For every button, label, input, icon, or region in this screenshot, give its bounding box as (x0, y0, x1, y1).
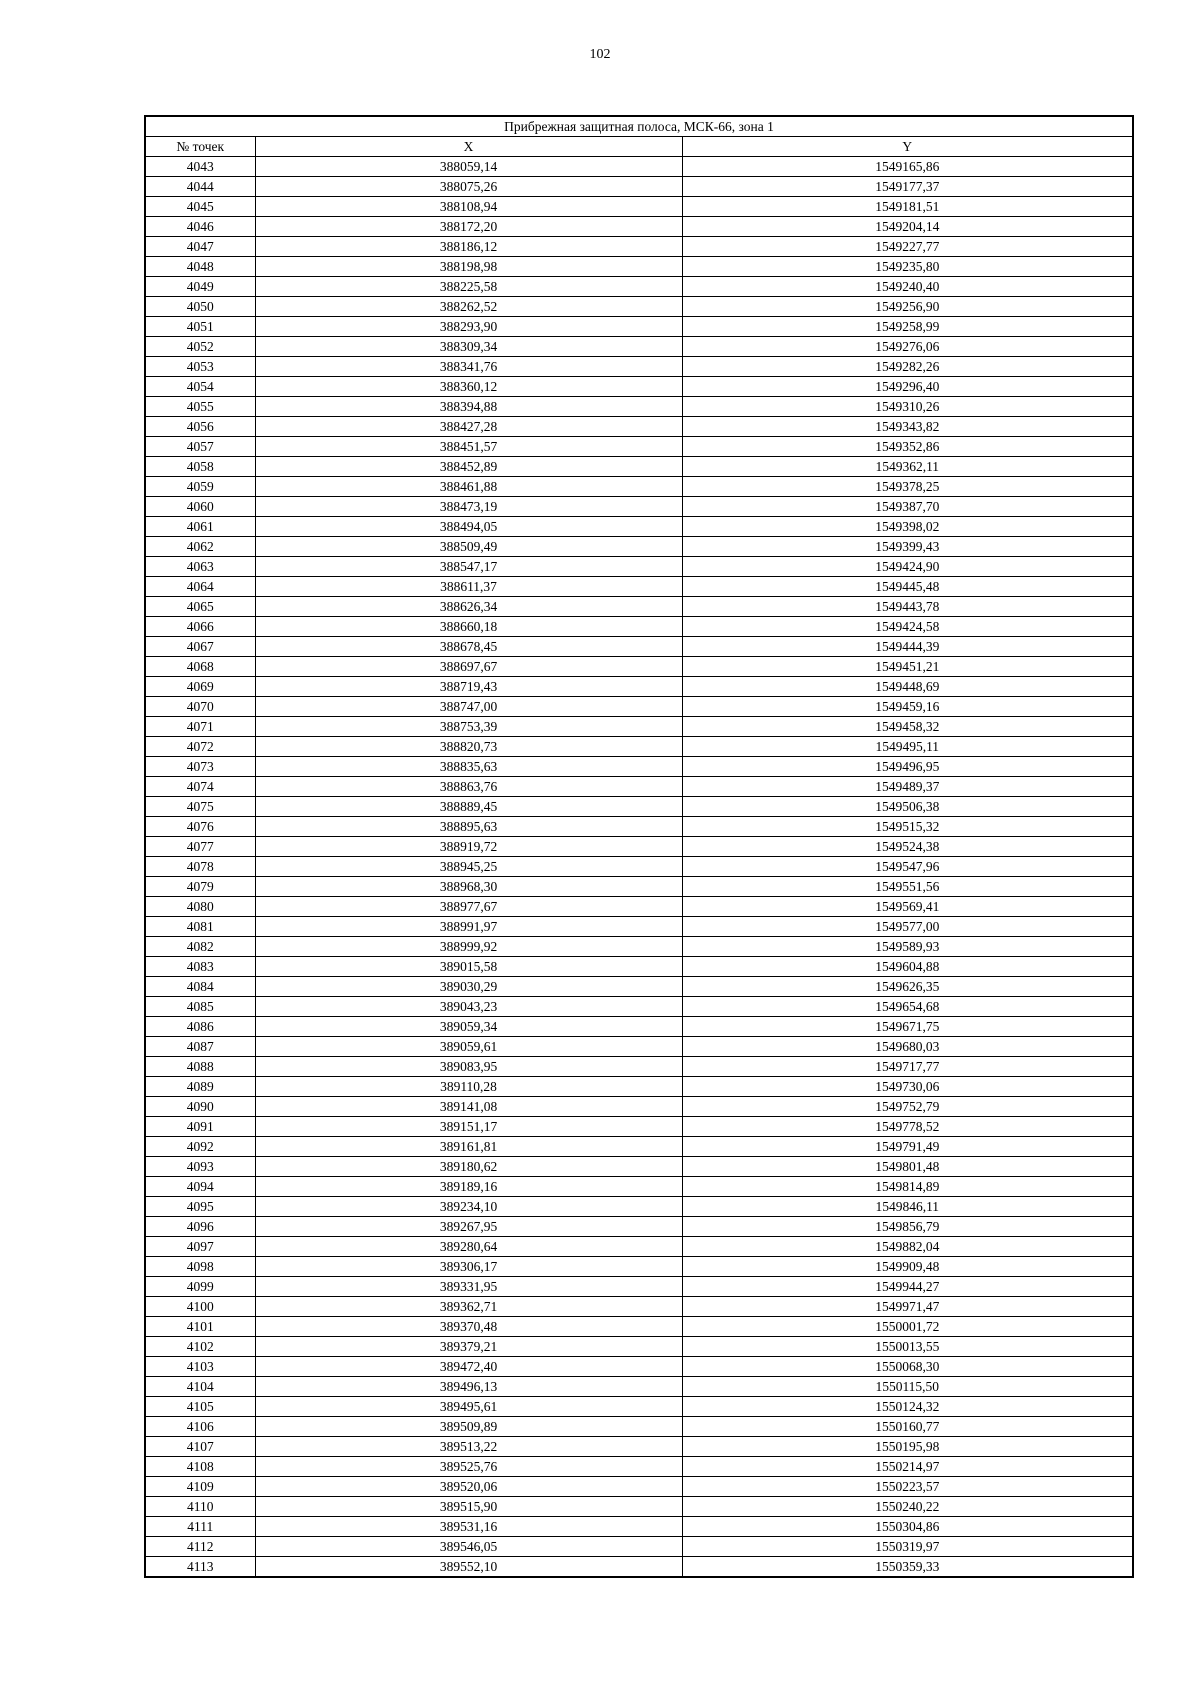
header-point-number: № точек (145, 137, 255, 157)
x-coordinate-cell: 388473,19 (255, 497, 682, 517)
y-coordinate-cell: 1549451,21 (682, 657, 1133, 677)
x-coordinate-cell: 388309,34 (255, 337, 682, 357)
y-coordinate-cell: 1549778,52 (682, 1117, 1133, 1137)
table-row (145, 837, 1133, 857)
y-coordinate-cell: 1549589,93 (682, 937, 1133, 957)
x-coordinate-cell: 389515,90 (255, 1497, 682, 1517)
table-row (145, 617, 1133, 637)
x-coordinate-cell: 388977,67 (255, 897, 682, 917)
point-number-cell: 4103 (145, 1357, 255, 1377)
y-coordinate-cell: 1550240,22 (682, 1497, 1133, 1517)
y-coordinate-cell: 1549944,27 (682, 1277, 1133, 1297)
point-number-cell: 4061 (145, 517, 255, 537)
table-row (145, 957, 1133, 977)
y-coordinate-cell: 1549547,96 (682, 857, 1133, 877)
point-number-cell: 4071 (145, 717, 255, 737)
point-number-cell: 4043 (145, 157, 255, 177)
x-coordinate-cell: 388611,37 (255, 577, 682, 597)
x-coordinate-cell: 388719,43 (255, 677, 682, 697)
table-row (145, 497, 1133, 517)
y-coordinate-cell: 1549626,35 (682, 977, 1133, 997)
page-number: 102 (589, 47, 611, 62)
y-coordinate-cell: 1549445,48 (682, 577, 1133, 597)
point-number-cell: 4072 (145, 737, 255, 757)
table-row (145, 817, 1133, 837)
x-coordinate-cell: 388547,17 (255, 557, 682, 577)
table-row (145, 1037, 1133, 1057)
point-number-cell: 4054 (145, 377, 255, 397)
x-coordinate-cell: 388747,00 (255, 697, 682, 717)
table-row (145, 1337, 1133, 1357)
x-coordinate-cell: 388820,73 (255, 737, 682, 757)
point-number-cell: 4057 (145, 437, 255, 457)
point-number-cell: 4075 (145, 797, 255, 817)
x-coordinate-cell: 389472,40 (255, 1357, 682, 1377)
y-coordinate-cell: 1549398,02 (682, 517, 1133, 537)
y-coordinate-cell: 1549971,47 (682, 1297, 1133, 1317)
x-coordinate-cell: 389509,89 (255, 1417, 682, 1437)
x-coordinate-cell: 388889,45 (255, 797, 682, 817)
point-number-cell: 4063 (145, 557, 255, 577)
table-row (145, 1257, 1133, 1277)
x-coordinate-cell: 388075,26 (255, 177, 682, 197)
x-coordinate-cell: 389513,22 (255, 1437, 682, 1457)
point-number-cell: 4104 (145, 1377, 255, 1397)
x-coordinate-cell: 389531,16 (255, 1517, 682, 1537)
x-coordinate-cell: 389280,64 (255, 1237, 682, 1257)
table-row (145, 297, 1133, 317)
x-coordinate-cell: 388108,94 (255, 197, 682, 217)
x-coordinate-cell: 388341,76 (255, 357, 682, 377)
x-coordinate-cell: 388660,18 (255, 617, 682, 637)
table-row (145, 177, 1133, 197)
point-number-cell: 4064 (145, 577, 255, 597)
y-coordinate-cell: 1550319,97 (682, 1537, 1133, 1557)
point-number-cell: 4065 (145, 597, 255, 617)
x-coordinate-cell: 388626,34 (255, 597, 682, 617)
table-row (145, 1297, 1133, 1317)
y-coordinate-cell: 1549310,26 (682, 397, 1133, 417)
y-coordinate-cell: 1549730,06 (682, 1077, 1133, 1097)
y-coordinate-cell: 1550160,77 (682, 1417, 1133, 1437)
point-number-cell: 4097 (145, 1237, 255, 1257)
y-coordinate-cell: 1549204,14 (682, 217, 1133, 237)
point-number-cell: 4091 (145, 1117, 255, 1137)
table-row (145, 697, 1133, 717)
point-number-cell: 4058 (145, 457, 255, 477)
table-row (145, 257, 1133, 277)
y-coordinate-cell: 1549362,11 (682, 457, 1133, 477)
y-coordinate-cell: 1549258,99 (682, 317, 1133, 337)
y-coordinate-cell: 1549909,48 (682, 1257, 1133, 1277)
point-number-cell: 4073 (145, 757, 255, 777)
y-coordinate-cell: 1549448,69 (682, 677, 1133, 697)
x-coordinate-cell: 388293,90 (255, 317, 682, 337)
y-coordinate-cell: 1549387,70 (682, 497, 1133, 517)
y-coordinate-cell: 1549801,48 (682, 1157, 1133, 1177)
table-row (145, 457, 1133, 477)
table-row (145, 1377, 1133, 1397)
table-row (145, 1417, 1133, 1437)
x-coordinate-cell: 388678,45 (255, 637, 682, 657)
table-row (145, 417, 1133, 437)
table-row (145, 517, 1133, 537)
x-coordinate-cell: 389370,48 (255, 1317, 682, 1337)
y-coordinate-cell: 1549551,56 (682, 877, 1133, 897)
x-coordinate-cell: 389552,10 (255, 1557, 682, 1578)
table-title-row (145, 116, 1133, 137)
table-row (145, 1197, 1133, 1217)
x-coordinate-cell: 388999,92 (255, 937, 682, 957)
table-row (145, 577, 1133, 597)
table-row (145, 1137, 1133, 1157)
table-row (145, 1097, 1133, 1117)
x-coordinate-cell: 389496,13 (255, 1377, 682, 1397)
table-row (145, 777, 1133, 797)
y-coordinate-cell: 1550214,97 (682, 1457, 1133, 1477)
table-row (145, 917, 1133, 937)
y-coordinate-cell: 1549496,95 (682, 757, 1133, 777)
x-coordinate-cell: 388863,76 (255, 777, 682, 797)
x-coordinate-cell: 388059,14 (255, 157, 682, 177)
point-number-cell: 4107 (145, 1437, 255, 1457)
y-coordinate-cell: 1549846,11 (682, 1197, 1133, 1217)
x-coordinate-cell: 388262,52 (255, 297, 682, 317)
y-coordinate-cell: 1550001,72 (682, 1317, 1133, 1337)
point-number-cell: 4045 (145, 197, 255, 217)
table-row (145, 1217, 1133, 1237)
point-number-cell: 4099 (145, 1277, 255, 1297)
x-coordinate-cell: 389495,61 (255, 1397, 682, 1417)
table-row (145, 1477, 1133, 1497)
x-coordinate-cell: 389083,95 (255, 1057, 682, 1077)
x-coordinate-cell: 389059,61 (255, 1037, 682, 1057)
table-row (145, 357, 1133, 377)
x-coordinate-cell: 389362,71 (255, 1297, 682, 1317)
table-row (145, 1317, 1133, 1337)
table-row (145, 597, 1133, 617)
point-number-cell: 4048 (145, 257, 255, 277)
point-number-cell: 4049 (145, 277, 255, 297)
point-number-cell: 4086 (145, 1017, 255, 1037)
table-row (145, 157, 1133, 177)
y-coordinate-cell: 1550068,30 (682, 1357, 1133, 1377)
y-coordinate-cell: 1550223,57 (682, 1477, 1133, 1497)
y-coordinate-cell: 1549495,11 (682, 737, 1133, 757)
point-number-cell: 4096 (145, 1217, 255, 1237)
x-coordinate-cell: 388968,30 (255, 877, 682, 897)
y-coordinate-cell: 1549458,32 (682, 717, 1133, 737)
x-coordinate-cell: 388835,63 (255, 757, 682, 777)
x-coordinate-cell: 389520,06 (255, 1477, 682, 1497)
coordinates-table (144, 115, 1134, 1578)
x-coordinate-cell: 388451,57 (255, 437, 682, 457)
y-coordinate-cell: 1550304,86 (682, 1517, 1133, 1537)
point-number-cell: 4094 (145, 1177, 255, 1197)
y-coordinate-cell: 1549235,80 (682, 257, 1133, 277)
point-number-cell: 4112 (145, 1537, 255, 1557)
point-number-cell: 4056 (145, 417, 255, 437)
y-coordinate-cell: 1549671,75 (682, 1017, 1133, 1037)
x-coordinate-cell: 388919,72 (255, 837, 682, 857)
point-number-cell: 4092 (145, 1137, 255, 1157)
table-row (145, 1357, 1133, 1377)
x-coordinate-cell: 389546,05 (255, 1537, 682, 1557)
table-row (145, 857, 1133, 877)
point-number-cell: 4105 (145, 1397, 255, 1417)
y-coordinate-cell: 1550195,98 (682, 1437, 1133, 1457)
table-header-row (145, 137, 1133, 157)
table-row (145, 937, 1133, 957)
table-row (145, 1497, 1133, 1517)
x-coordinate-cell: 389043,23 (255, 997, 682, 1017)
y-coordinate-cell: 1549814,89 (682, 1177, 1133, 1197)
y-coordinate-cell: 1549680,03 (682, 1037, 1133, 1057)
y-coordinate-cell: 1549276,06 (682, 337, 1133, 357)
x-coordinate-cell: 388427,28 (255, 417, 682, 437)
y-coordinate-cell: 1549424,58 (682, 617, 1133, 637)
x-coordinate-cell: 389267,95 (255, 1217, 682, 1237)
x-coordinate-cell: 389151,17 (255, 1117, 682, 1137)
table-row (145, 1077, 1133, 1097)
header-y: Y (682, 137, 1133, 157)
point-number-cell: 4047 (145, 237, 255, 257)
point-number-cell: 4095 (145, 1197, 255, 1217)
table-row (145, 217, 1133, 237)
header-x: X (255, 137, 682, 157)
point-number-cell: 4082 (145, 937, 255, 957)
table-row (145, 197, 1133, 217)
table-row (145, 277, 1133, 297)
y-coordinate-cell: 1549577,00 (682, 917, 1133, 937)
y-coordinate-cell: 1549882,04 (682, 1237, 1133, 1257)
point-number-cell: 4066 (145, 617, 255, 637)
point-number-cell: 4102 (145, 1337, 255, 1357)
point-number-cell: 4052 (145, 337, 255, 357)
table-row (145, 757, 1133, 777)
point-number-cell: 4044 (145, 177, 255, 197)
table-row (145, 1177, 1133, 1197)
x-coordinate-cell: 388394,88 (255, 397, 682, 417)
point-number-cell: 4083 (145, 957, 255, 977)
table-title: Прибрежная защитная полоса, МСК-66, зона 1 (145, 116, 1133, 137)
point-number-cell: 4078 (145, 857, 255, 877)
x-coordinate-cell: 389141,08 (255, 1097, 682, 1117)
y-coordinate-cell: 1549443,78 (682, 597, 1133, 617)
x-coordinate-cell: 388452,89 (255, 457, 682, 477)
y-coordinate-cell: 1549343,82 (682, 417, 1133, 437)
table-row (145, 337, 1133, 357)
point-number-cell: 4101 (145, 1317, 255, 1337)
table-row (145, 1157, 1133, 1177)
y-coordinate-cell: 1549524,38 (682, 837, 1133, 857)
point-number-cell: 4059 (145, 477, 255, 497)
point-number-cell: 4084 (145, 977, 255, 997)
y-coordinate-cell: 1549459,16 (682, 697, 1133, 717)
table-body (145, 157, 1133, 1578)
table-row (145, 1057, 1133, 1077)
x-coordinate-cell: 389110,28 (255, 1077, 682, 1097)
point-number-cell: 4098 (145, 1257, 255, 1277)
table-row (145, 1517, 1133, 1537)
point-number-cell: 4108 (145, 1457, 255, 1477)
x-coordinate-cell: 388198,98 (255, 257, 682, 277)
y-coordinate-cell: 1549240,40 (682, 277, 1133, 297)
table-row (145, 377, 1133, 397)
x-coordinate-cell: 389379,21 (255, 1337, 682, 1357)
x-coordinate-cell: 388991,97 (255, 917, 682, 937)
x-coordinate-cell: 389161,81 (255, 1137, 682, 1157)
point-number-cell: 4068 (145, 657, 255, 677)
point-number-cell: 4062 (145, 537, 255, 557)
point-number-cell: 4081 (145, 917, 255, 937)
y-coordinate-cell: 1549165,86 (682, 157, 1133, 177)
table-row (145, 657, 1133, 677)
point-number-cell: 4100 (145, 1297, 255, 1317)
point-number-cell: 4076 (145, 817, 255, 837)
point-number-cell: 4077 (145, 837, 255, 857)
table-row (145, 877, 1133, 897)
point-number-cell: 4046 (145, 217, 255, 237)
y-coordinate-cell: 1549352,86 (682, 437, 1133, 457)
y-coordinate-cell: 1549424,90 (682, 557, 1133, 577)
point-number-cell: 4074 (145, 777, 255, 797)
table-row (145, 1437, 1133, 1457)
point-number-cell: 4090 (145, 1097, 255, 1117)
table-row (145, 557, 1133, 577)
x-coordinate-cell: 388225,58 (255, 277, 682, 297)
point-number-cell: 4050 (145, 297, 255, 317)
y-coordinate-cell: 1549489,37 (682, 777, 1133, 797)
table-row (145, 1397, 1133, 1417)
point-number-cell: 4088 (145, 1057, 255, 1077)
table-row (145, 537, 1133, 557)
table-row (145, 237, 1133, 257)
table-row (145, 437, 1133, 457)
x-coordinate-cell: 389180,62 (255, 1157, 682, 1177)
y-coordinate-cell: 1550013,55 (682, 1337, 1133, 1357)
point-number-cell: 4109 (145, 1477, 255, 1497)
x-coordinate-cell: 389331,95 (255, 1277, 682, 1297)
y-coordinate-cell: 1549515,32 (682, 817, 1133, 837)
x-coordinate-cell: 388186,12 (255, 237, 682, 257)
point-number-cell: 4067 (145, 637, 255, 657)
x-coordinate-cell: 389306,17 (255, 1257, 682, 1277)
y-coordinate-cell: 1550115,50 (682, 1377, 1133, 1397)
point-number-cell: 4055 (145, 397, 255, 417)
y-coordinate-cell: 1549227,77 (682, 237, 1133, 257)
y-coordinate-cell: 1550359,33 (682, 1557, 1133, 1578)
table-row (145, 397, 1133, 417)
x-coordinate-cell: 389525,76 (255, 1457, 682, 1477)
table-row (145, 1117, 1133, 1137)
y-coordinate-cell: 1549604,88 (682, 957, 1133, 977)
x-coordinate-cell: 388697,67 (255, 657, 682, 677)
table-row (145, 1537, 1133, 1557)
point-number-cell: 4093 (145, 1157, 255, 1177)
y-coordinate-cell: 1549506,38 (682, 797, 1133, 817)
point-number-cell: 4085 (145, 997, 255, 1017)
x-coordinate-cell: 389030,29 (255, 977, 682, 997)
point-number-cell: 4070 (145, 697, 255, 717)
point-number-cell: 4079 (145, 877, 255, 897)
point-number-cell: 4087 (145, 1037, 255, 1057)
table-row (145, 1457, 1133, 1477)
point-number-cell: 4080 (145, 897, 255, 917)
y-coordinate-cell: 1549181,51 (682, 197, 1133, 217)
y-coordinate-cell: 1549791,49 (682, 1137, 1133, 1157)
y-coordinate-cell: 1550124,32 (682, 1397, 1133, 1417)
point-number-cell: 4110 (145, 1497, 255, 1517)
x-coordinate-cell: 388753,39 (255, 717, 682, 737)
table-row (145, 737, 1133, 757)
table-row (145, 637, 1133, 657)
x-coordinate-cell: 389234,10 (255, 1197, 682, 1217)
table-row (145, 717, 1133, 737)
y-coordinate-cell: 1549378,25 (682, 477, 1133, 497)
y-coordinate-cell: 1549752,79 (682, 1097, 1133, 1117)
y-coordinate-cell: 1549177,37 (682, 177, 1133, 197)
table-row (145, 977, 1133, 997)
y-coordinate-cell: 1549256,90 (682, 297, 1133, 317)
table-row (145, 677, 1133, 697)
y-coordinate-cell: 1549569,41 (682, 897, 1133, 917)
table-row (145, 477, 1133, 497)
y-coordinate-cell: 1549296,40 (682, 377, 1133, 397)
x-coordinate-cell: 389059,34 (255, 1017, 682, 1037)
x-coordinate-cell: 388172,20 (255, 217, 682, 237)
point-number-cell: 4069 (145, 677, 255, 697)
table-row (145, 317, 1133, 337)
x-coordinate-cell: 388494,05 (255, 517, 682, 537)
y-coordinate-cell: 1549654,68 (682, 997, 1133, 1017)
x-coordinate-cell: 388509,49 (255, 537, 682, 557)
table-row (145, 1237, 1133, 1257)
x-coordinate-cell: 389015,58 (255, 957, 682, 977)
table-row (145, 797, 1133, 817)
y-coordinate-cell: 1549282,26 (682, 357, 1133, 377)
y-coordinate-cell: 1549717,77 (682, 1057, 1133, 1077)
table-row (145, 1277, 1133, 1297)
table-row (145, 1017, 1133, 1037)
x-coordinate-cell: 389189,16 (255, 1177, 682, 1197)
x-coordinate-cell: 388895,63 (255, 817, 682, 837)
table-row (145, 997, 1133, 1017)
x-coordinate-cell: 388945,25 (255, 857, 682, 877)
y-coordinate-cell: 1549444,39 (682, 637, 1133, 657)
point-number-cell: 4060 (145, 497, 255, 517)
table-row (145, 897, 1133, 917)
point-number-cell: 4111 (145, 1517, 255, 1537)
x-coordinate-cell: 388360,12 (255, 377, 682, 397)
y-coordinate-cell: 1549399,43 (682, 537, 1133, 557)
point-number-cell: 4053 (145, 357, 255, 377)
table-row (145, 1557, 1133, 1578)
point-number-cell: 4051 (145, 317, 255, 337)
point-number-cell: 4113 (145, 1557, 255, 1578)
y-coordinate-cell: 1549856,79 (682, 1217, 1133, 1237)
point-number-cell: 4106 (145, 1417, 255, 1437)
x-coordinate-cell: 388461,88 (255, 477, 682, 497)
point-number-cell: 4089 (145, 1077, 255, 1097)
